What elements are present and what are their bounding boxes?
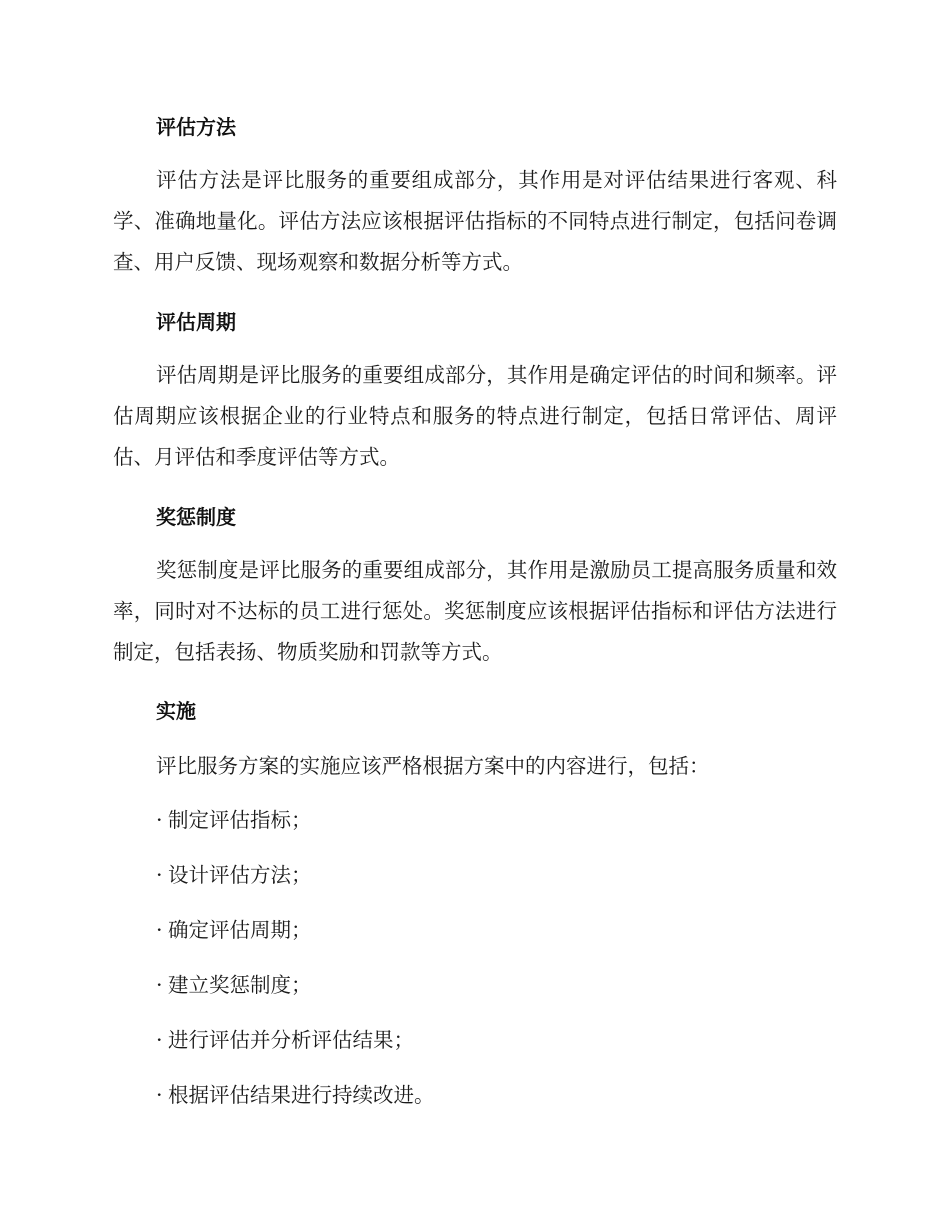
section-paragraph-evaluation-method: 评估方法是评比服务的重要组成部分，其作用是对评估结果进行客观、科学、准确地量化。评估方法应该根据评估指标的不同特点进行制定，包括问卷调查、用户反馈、现场观察和数据分析等方式。 [113,168,837,274]
list-item-text: 建立奖惩制度； [168,973,312,997]
bullet-dot-icon: · [156,863,163,887]
list-item-text: 根据评估结果进行持续改进。 [168,1083,435,1107]
list-item [156,807,312,833]
list-item [156,862,312,888]
list-item [156,1027,414,1053]
implementation-intro: 评比服务方案的实施应该严格根据方案中的内容进行，包括： [156,754,710,778]
list-item [156,972,312,998]
bullet-dot-icon: · [156,1083,163,1107]
section-heading-evaluation-method: 评估方法 [156,115,236,139]
list-item-text: 进行评估并分析评估结果； [168,1028,414,1052]
bullet-dot-icon: · [156,918,163,942]
list-item [156,917,312,943]
section-paragraph-reward-punishment: 奖惩制度是评比服务的重要组成部分，其作用是激励员工提高服务质量和效率，同时对不达标的员工进行惩处。奖惩制度应该根据评估指标和评估方法进行制定，包括表扬、物质奖励和罚款等方式。 [113,558,837,664]
section-heading-implementation: 实施 [156,699,196,723]
bullet-dot-icon: · [156,1028,163,1052]
section-heading-evaluation-cycle: 评估周期 [156,310,236,334]
list-item-text: 确定评估周期； [168,918,312,942]
list-item [156,1082,435,1108]
section-paragraph-evaluation-cycle: 评估周期是评比服务的重要组成部分，其作用是确定评估的时间和频率。评估周期应该根据企业的行业特点和服务的特点进行制定，包括日常评估、周评估、月评估和季度评估等方式。 [113,363,837,469]
section-heading-reward-punishment: 奖惩制度 [156,505,236,529]
list-item-text: 设计评估方法； [168,863,312,887]
bullet-dot-icon: · [156,808,163,832]
bullet-dot-icon: · [156,973,163,997]
list-item-text: 制定评估指标； [168,808,312,832]
